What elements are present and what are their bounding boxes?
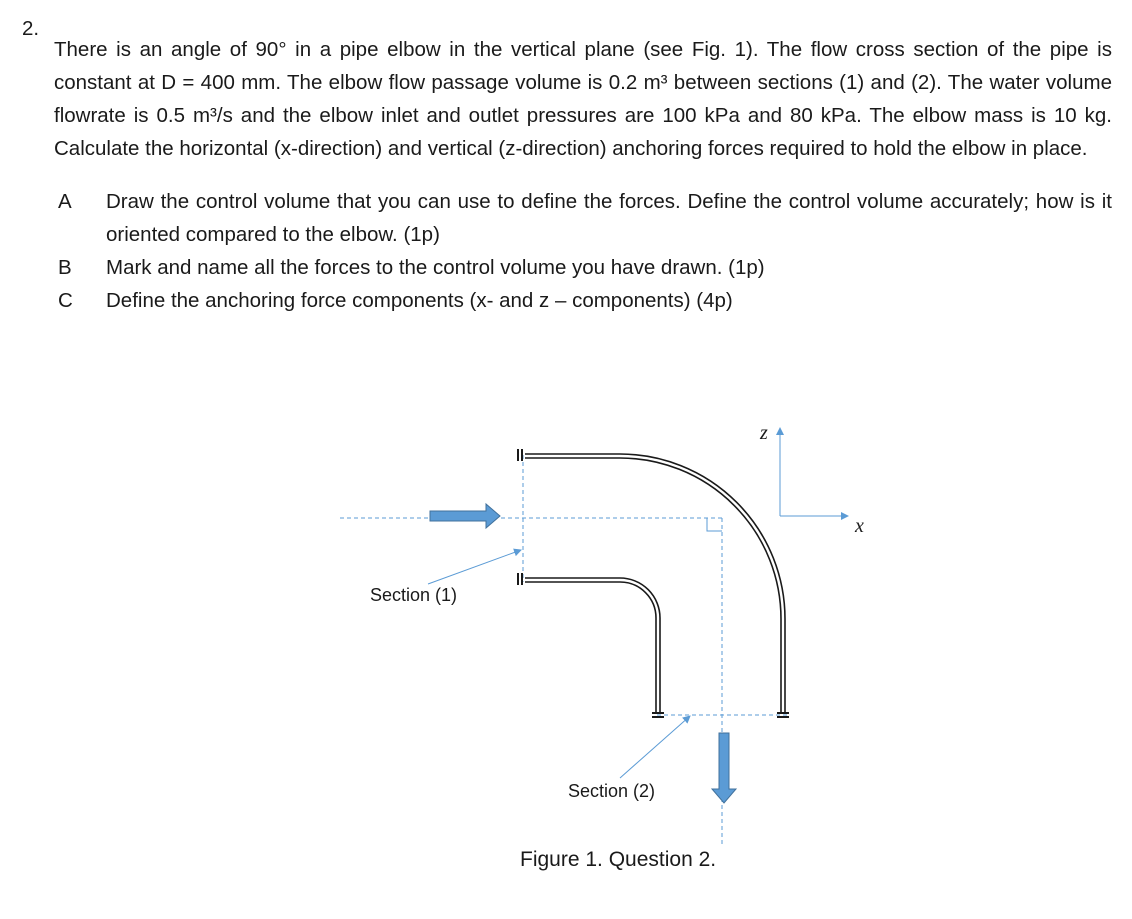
sub-letter-a: A <box>58 190 72 213</box>
flanges <box>518 449 789 717</box>
section1-label: Section (1) <box>370 585 458 605</box>
section2-leader <box>620 716 690 778</box>
question-text: There is an angle of 90° in a pipe elbow in the vertical plane (see Fig. 1). The flow cross section of the pipe is constant at D = 400 mm. The elbow flow passage volume is 0.2 m³ between sections (1) and (2). The water volume flowrate is 0.5 m³/s and the elbow inlet and outlet pressures are 100 kPa and 80 kPa. The elbow mass is 10 kg. Calculate the horizontal (x-direction) and vertical (z-direction) anchoring forces required to hold the elbow in place. <box>54 37 1112 160</box>
section1-leader <box>428 550 521 584</box>
z-axis-label: z <box>760 422 768 444</box>
figure-caption: Figure 1. Question 2. <box>520 848 717 871</box>
sub-letter-c: C <box>58 289 73 312</box>
outlet-flow-arrow <box>712 733 736 803</box>
outer-pipe-wall <box>525 454 785 714</box>
inlet-flow-arrow <box>430 504 500 528</box>
right-angle-mark <box>707 518 722 531</box>
sub-text-a: Draw the control volume that you can use to define the forces. Define the control volume accurately; how is it oriented compared to the elbow. (1p) <box>106 190 1112 246</box>
sub-letter-b: B <box>58 256 72 279</box>
sub-text-c: Define the anchoring force components (x- and z – components) (4p) <box>106 289 733 312</box>
question-number: 2. <box>22 17 40 40</box>
x-axis-label: x <box>855 515 864 537</box>
section2-label: Section (2) <box>568 781 656 801</box>
sub-text-b: Mark and name all the forces to the control volume you have drawn. (1p) <box>106 256 765 279</box>
inner-pipe-wall <box>525 578 660 714</box>
